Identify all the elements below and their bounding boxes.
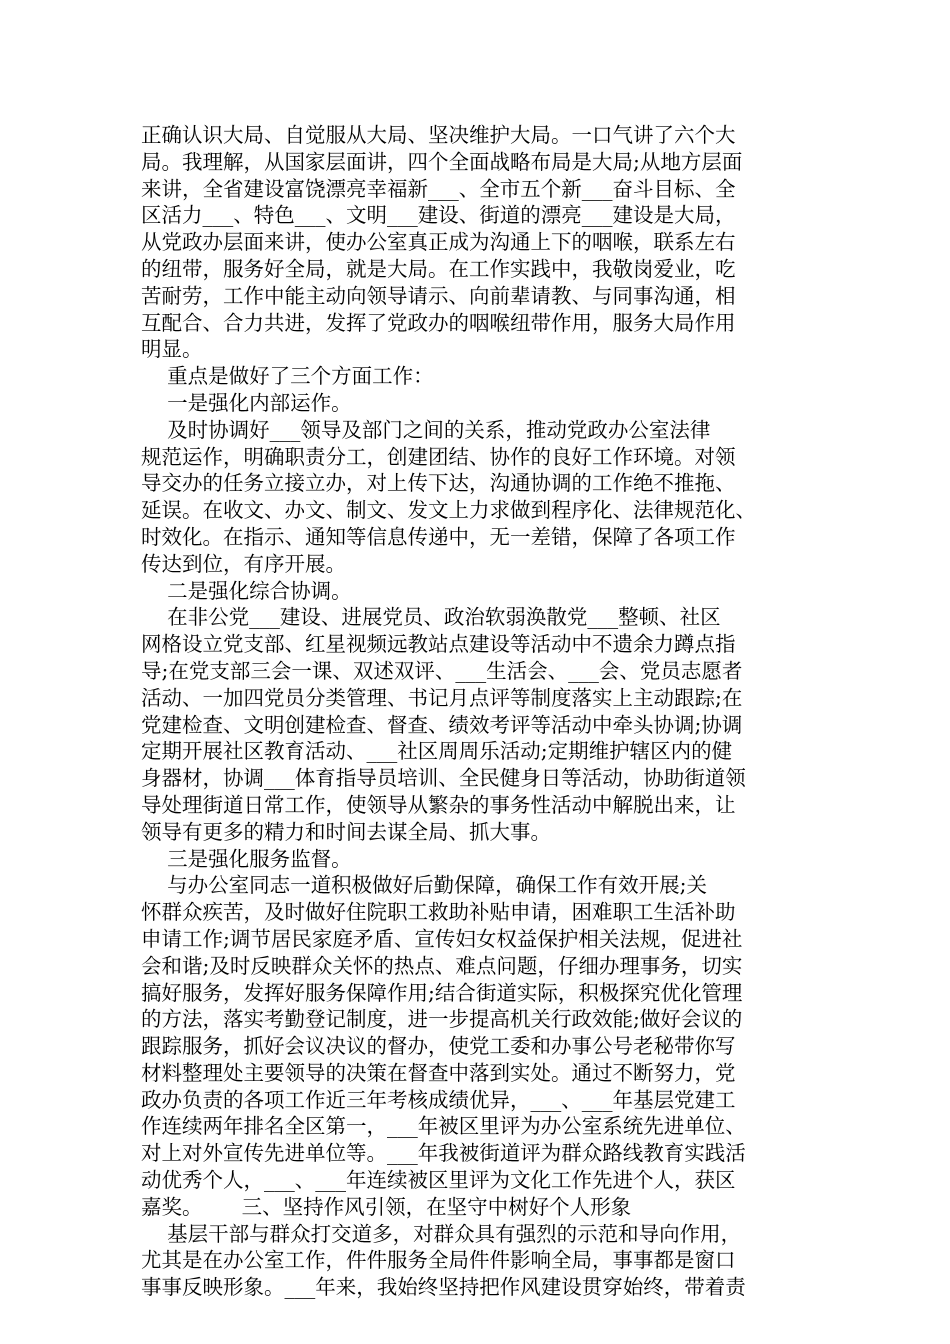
text-line: 的方法，落实考勤登记制度，进一步提高机关行政效能;做好会议的 (141, 1007, 743, 1032)
text-line: 会和谐;及时反映群众关怀的热点、难点问题，仔细办理事务，切实 (141, 953, 743, 978)
text-line: 二是强化综合协调。 (141, 578, 352, 603)
text-line: 延误。在收文、办文、制文、发文上力求做到程序化、法律规范化、 (141, 498, 756, 523)
text-line: 区活力___、特色___、文明___建设、街道的漂亮___建设是大局， (141, 203, 736, 228)
text-line: 苦耐劳，工作中能主动向领导请示、向前辈请教、与同事沟通，相 (141, 283, 736, 308)
text-line: 基层干部与群众打交道多，对群众具有强烈的示范和导向作用， (141, 1221, 742, 1246)
text-line: 尤其是在办公室工作，件件服务全局件件影响全局，事事都是窗口 (141, 1248, 736, 1273)
text-line: 明显。 (141, 337, 203, 362)
text-line: 与办公室同志一道积极做好后勤保障，确保工作有效开展;关 (141, 873, 707, 898)
text-line: 申请工作;调节居民家庭矛盾、宣传妇女权益保护相关法规，促进社 (141, 926, 743, 951)
document-body (141, 122, 831, 1301)
text-line: 搞好服务，发挥好服务保障作用;结合街道实际，积极探究优化管理 (141, 980, 743, 1005)
text-line: 活动、一加四党员分类管理、书记月点评等制度落实上主动跟踪;在 (141, 685, 743, 710)
text-line: 定期开展社区教育活动、___社区周周乐活动;定期维护辖区内的健 (141, 739, 733, 764)
text-line: 局。我理解，从国家层面讲，四个全面战略布局是大局;从地方层面 (141, 149, 743, 174)
text-line: 来讲，全省建设富饶漂亮幸福新___、全市五个新___奋斗目标、全 (141, 176, 736, 201)
text-line: 在非公党___建设、进展党员、政治软弱涣散党___整顿、社区 (141, 605, 721, 630)
text-line: 从党政办层面来讲，使办公室真正成为沟通上下的咽喉，联系左右 (141, 230, 736, 255)
text-line: 互配合、合力共进，发挥了党政办的咽喉纽带作用，服务大局作用 (141, 310, 736, 335)
text-line: 规范运作，明确职责分工，创建团结、协作的良好工作环境。对领 (141, 444, 736, 469)
text-line: 导处理街道日常工作，使领导从繁杂的事务性活动中解脱出来，让 (141, 792, 736, 817)
text-line: 事事反映形象。___年来，我始终坚持把作风建设贯穿始终，带着责 (141, 1275, 746, 1300)
text-line: 身器材，协调___体育指导员培训、全民健身日等活动，协助街道领 (141, 766, 746, 791)
text-line: 重点是做好了三个方面工作： (141, 364, 434, 389)
text-line: 材料整理处主要领导的决策在督查中落到实处。通过不断努力，党 (141, 1060, 736, 1085)
text-line: 动优秀个人，___、___年连续被区里评为文化工作先进个人，获区 (141, 1168, 736, 1193)
text-line: 的纽带，服务好全局，就是大局。在工作实践中，我敬岗爱业，吃 (141, 256, 736, 281)
text-line: 作连续两年排名全区第一，___年被区里评为办公室系统先进单位、 (141, 1114, 746, 1139)
text-line: 传达到位，有序开展。 (141, 551, 346, 576)
text-line: 网格设立党支部、红星视频远教站点建设等活动中不遗余力蹲点指 (141, 632, 736, 657)
text-line: 领导有更多的精力和时间去谋全局、抓大事。 (141, 819, 551, 844)
text-line: 导;在党支部三会一课、双述双评、___生活会、___会、党员志愿者 (141, 658, 743, 683)
text-line: 正确认识大局、自觉服从大局、坚决维护大局。一口气讲了六个大 (141, 123, 736, 147)
text-line: 三是强化服务监督。 (141, 846, 352, 871)
text-line: 导交办的任务立接立办，对上传下达，沟通协调的工作绝不推拖、 (141, 471, 736, 496)
text-line: 政办负责的各项工作近三年考核成绩优异，___、___年基层党建工 (141, 1087, 736, 1112)
text-line: 时效化。在指示、通知等信息传递中，无一差错，保障了各项工作 (141, 524, 736, 549)
text-line: 怀群众疾苦，及时做好住院职工救助补贴申请，困难职工生活补助 (141, 900, 736, 925)
text-line: 跟踪服务，抓好会议决议的督办，使党工委和办事公号老秘带你写 (141, 1034, 736, 1059)
text-line: 一是强化内部运作。 (141, 390, 352, 415)
text-line: 及时协调好___领导及部门之间的关系，推动党政办公室法律 (141, 417, 711, 442)
text-line: 嘉奖。 三、坚持作风引领，在坚守中树好个人形象 (141, 1194, 632, 1219)
text-line: 对上对外宣传先进单位等。___年我被街道评为群众路线教育实践活 (141, 1141, 746, 1166)
text-line: 党建检查、文明创建检查、督查、绩效考评等活动中牵头协调;协调 (141, 712, 743, 737)
